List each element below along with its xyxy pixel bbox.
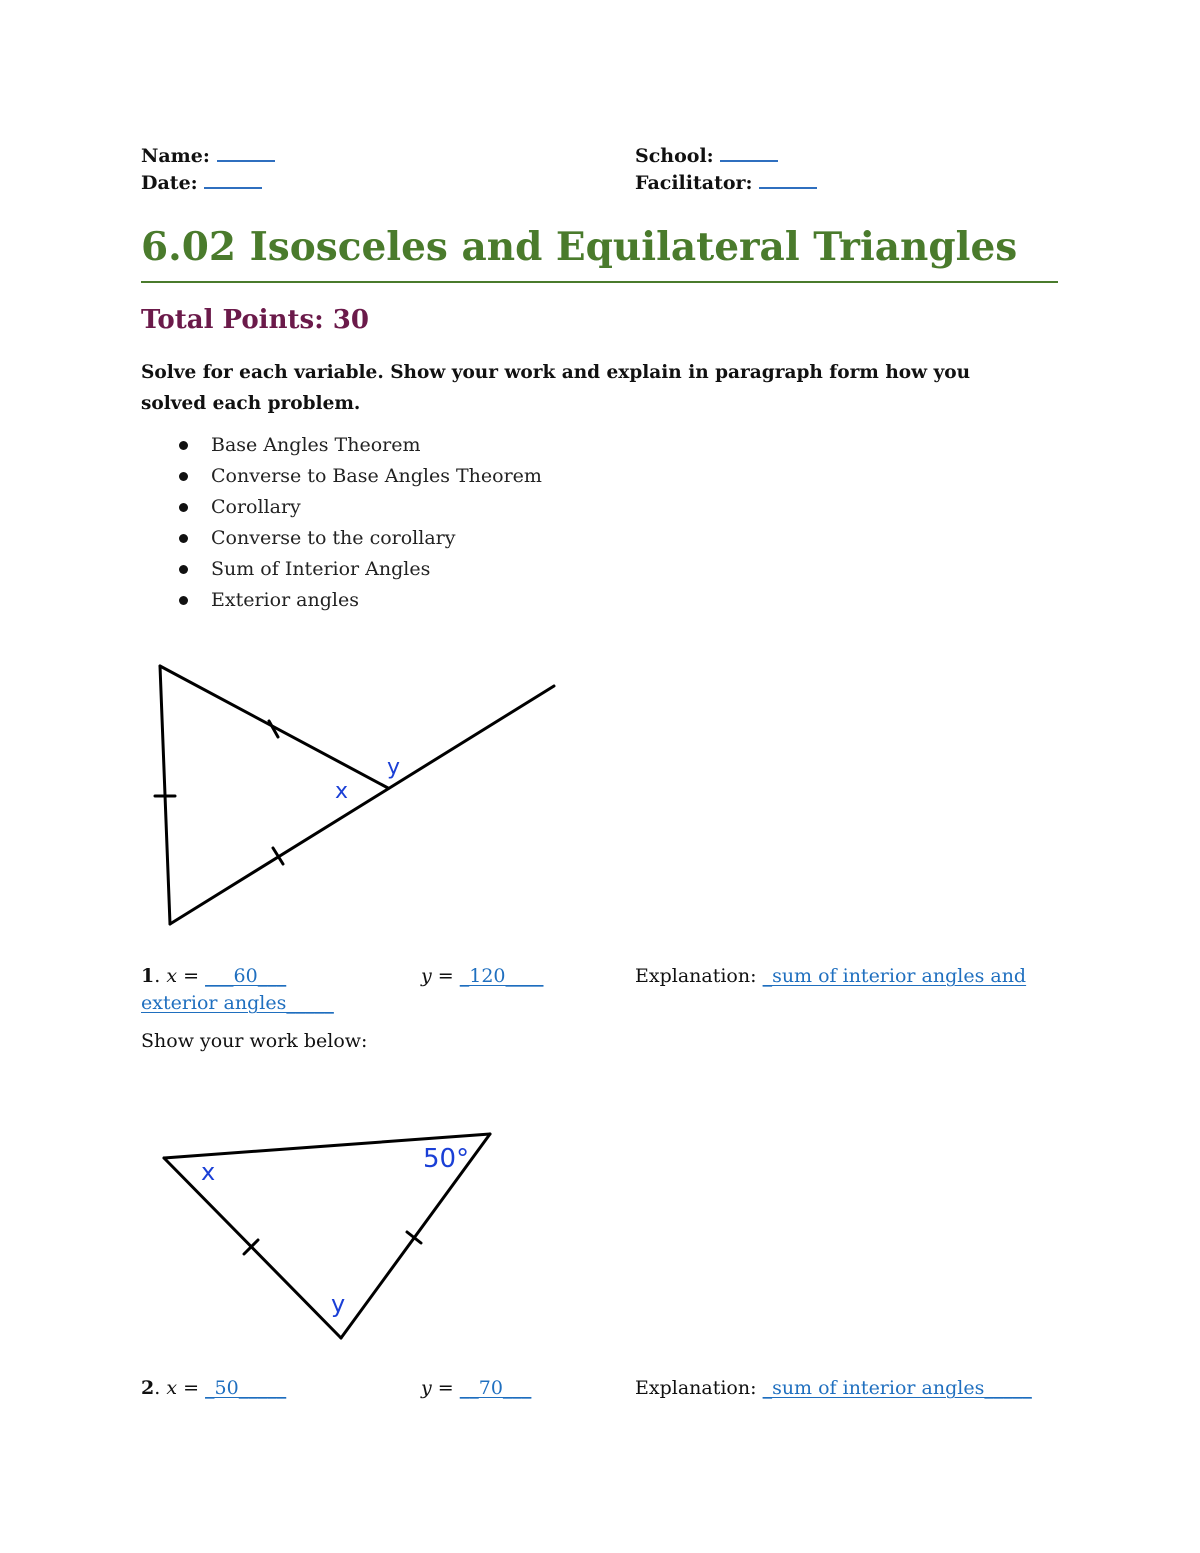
- name-field[interactable]: [141, 145, 275, 167]
- date-label: Date:: [141, 172, 198, 194]
- figure-2-label-y: y: [331, 1290, 346, 1318]
- problem-2-x-value[interactable]: _50_____: [205, 1377, 287, 1399]
- facilitator-blank[interactable]: [759, 173, 817, 189]
- problem-2-number: 2: [141, 1377, 155, 1399]
- list-item-label: Base Angles Theorem: [211, 434, 421, 456]
- problem-2-explanation-value[interactable]: _sum of interior angles_____: [762, 1377, 1032, 1399]
- facilitator-field[interactable]: [635, 172, 817, 194]
- name-blank[interactable]: [217, 146, 275, 162]
- bullet-icon: [179, 565, 188, 574]
- facilitator-label: Facilitator:: [635, 172, 753, 194]
- list-item: [170, 461, 542, 492]
- list-item: [170, 523, 542, 554]
- problem-1-y-var: y: [421, 965, 432, 987]
- list-item-label: Exterior angles: [211, 589, 359, 611]
- bullet-icon: [179, 596, 188, 605]
- problem-1-number: 1: [141, 965, 155, 987]
- bullet-icon: [179, 441, 188, 450]
- figure-2-triangle: [150, 1120, 510, 1350]
- total-points: Total Points: 30: [141, 305, 369, 335]
- list-item: [170, 492, 542, 523]
- school-label: School:: [635, 145, 714, 167]
- bullet-icon: [179, 534, 188, 543]
- date-blank[interactable]: [204, 173, 262, 189]
- problem-2-y-value[interactable]: __70___: [459, 1377, 532, 1399]
- problem-2-explanation-label: Explanation:: [635, 1377, 757, 1399]
- problem-1-y-answer: y = _120____: [421, 965, 544, 987]
- problem-2-x-answer: 2. x = _50_____: [141, 1377, 287, 1399]
- problem-2-y-var: y: [421, 1377, 432, 1399]
- problem-1-explanation-cont: [141, 992, 334, 1014]
- list-item: [170, 430, 542, 461]
- figure-1-triangle: [140, 650, 570, 940]
- problem-1-explanation: [635, 965, 1026, 987]
- problem-1-explanation-value-line2[interactable]: exterior angles_____: [141, 992, 334, 1014]
- problem-1-x-value[interactable]: ___60___: [205, 965, 287, 987]
- figure-1-label-y: y: [387, 755, 401, 780]
- problem-1-x-var: x: [166, 965, 178, 987]
- bullet-icon: [179, 472, 188, 481]
- theorem-list: [170, 430, 542, 616]
- list-item-label: Converse to the corollary: [211, 527, 456, 549]
- list-item-label: Corollary: [211, 496, 301, 518]
- lower-side-extended: [170, 686, 554, 924]
- page-title: 6.02 Isosceles and Equilateral Triangles: [141, 224, 1018, 270]
- figure-1-label-x: x: [335, 779, 349, 804]
- list-item: [170, 585, 542, 616]
- problem-1-x-answer: 1. x = ___60___: [141, 965, 287, 987]
- list-item: [170, 554, 542, 585]
- date-field[interactable]: [141, 172, 262, 194]
- school-blank[interactable]: [720, 146, 778, 162]
- figure-2-label-x: x: [201, 1158, 216, 1186]
- instructions: Solve for each variable. Show your work and explain in paragraph form how you solved each problem.: [141, 362, 971, 414]
- problem-2-x-var: x: [166, 1377, 178, 1399]
- problem-1-y-value[interactable]: _120____: [459, 965, 544, 987]
- bullet-icon: [179, 503, 188, 512]
- problem-1-explanation-value[interactable]: _sum of interior angles and: [762, 965, 1027, 987]
- list-item-label: Sum of Interior Angles: [211, 558, 431, 580]
- left-side: [164, 1158, 341, 1338]
- school-field[interactable]: [635, 145, 778, 167]
- title-divider: [141, 281, 1058, 283]
- problem-2-explanation: [635, 1377, 1032, 1399]
- list-item-label: Converse to Base Angles Theorem: [211, 465, 542, 487]
- name-label: Name:: [141, 145, 210, 167]
- problem-1-explanation-label: Explanation:: [635, 965, 757, 987]
- problem-2-y-answer: y = __70___: [421, 1377, 532, 1399]
- show-work-prompt: Show your work below:: [141, 1030, 368, 1052]
- figure-2-angle-label: 50°: [423, 1144, 470, 1174]
